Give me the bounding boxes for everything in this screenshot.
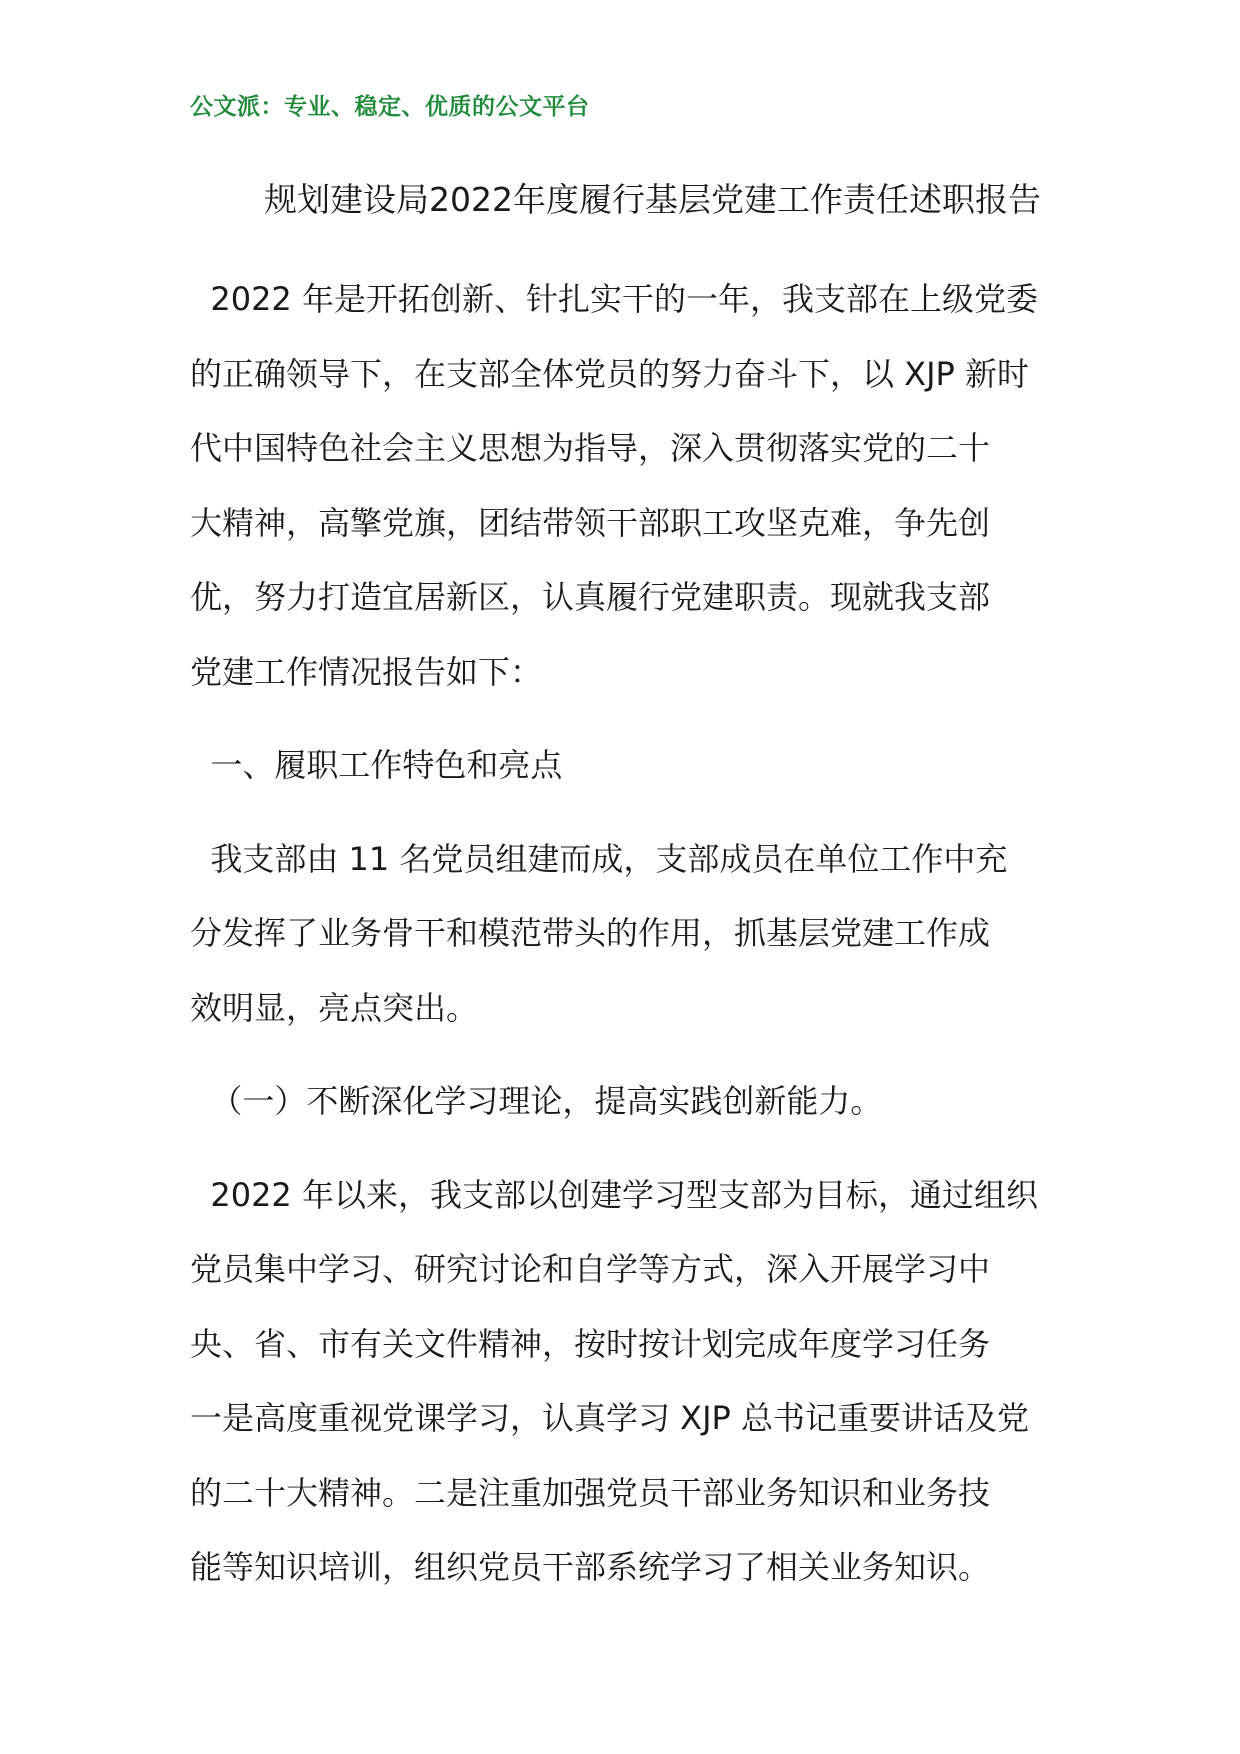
paragraph-intro xyxy=(190,262,1060,709)
subsection-heading-1 xyxy=(190,1064,1060,1139)
text-line: 的正确领导下，在支部全体党员的努力奋斗下，以 XJP 新时 xyxy=(190,354,1030,393)
text-line: 代中国特色社会主义思想为指导，深入贯彻落实党的二十 xyxy=(190,429,991,467)
section-heading: 一、履职工作特色和亮点 xyxy=(190,746,563,784)
text-line: 央、省、市有关文件精神，按时按计划完成年度学习任务 xyxy=(190,1324,991,1363)
document-title: 规划建设局2022年度履行基层党建工作责任述职报告 xyxy=(264,180,1041,219)
section-heading-1 xyxy=(190,728,1060,803)
text-line: 我支部由 11 名党员组建而成，支部成员在单位工作中充 xyxy=(190,839,1008,878)
text-line: 党员集中学习、研究讨论和自学等方式，深入开展学习中 xyxy=(190,1250,991,1288)
subsection-heading: （一）不断深化学习理论，提高实践创新能力。 xyxy=(190,1082,883,1120)
paragraph-branch xyxy=(190,822,1060,1046)
text-line: 大精神，高擎党旗，团结带领干部职工攻坚克难，争先创 xyxy=(190,503,991,542)
document-body xyxy=(190,262,1060,1624)
text-line: 2022 年是开拓创新、针扎实干的一年，我支部在上级党委 xyxy=(190,280,1038,318)
text-line: 效明显，亮点突出。 xyxy=(190,988,479,1027)
text-line: 分发挥了业务骨干和模范带头的作用，抓基层党建工作成 xyxy=(190,914,991,952)
text-line: 优，努力打造宜居新区，认真履行党建职责。现就我支部 xyxy=(190,578,991,616)
text-line: 党建工作情况报告如下： xyxy=(190,652,543,691)
text-line: 的二十大精神。二是注重加强党员干部业务知识和业务技 xyxy=(190,1473,991,1512)
site-header: 公文派：专业、稳定、优质的公文平台 xyxy=(190,94,590,120)
paragraph-study xyxy=(190,1158,1060,1605)
text-line: 一是高度重视党课学习，认真学习 XJP 总书记重要讲话及党 xyxy=(190,1399,1030,1437)
text-line: 2022 年以来，我支部以创建学习型支部为目标，通过组织 xyxy=(190,1175,1038,1214)
text-line: 能等知识培训，组织党员干部系统学习了相关业务知识。 xyxy=(190,1548,991,1586)
